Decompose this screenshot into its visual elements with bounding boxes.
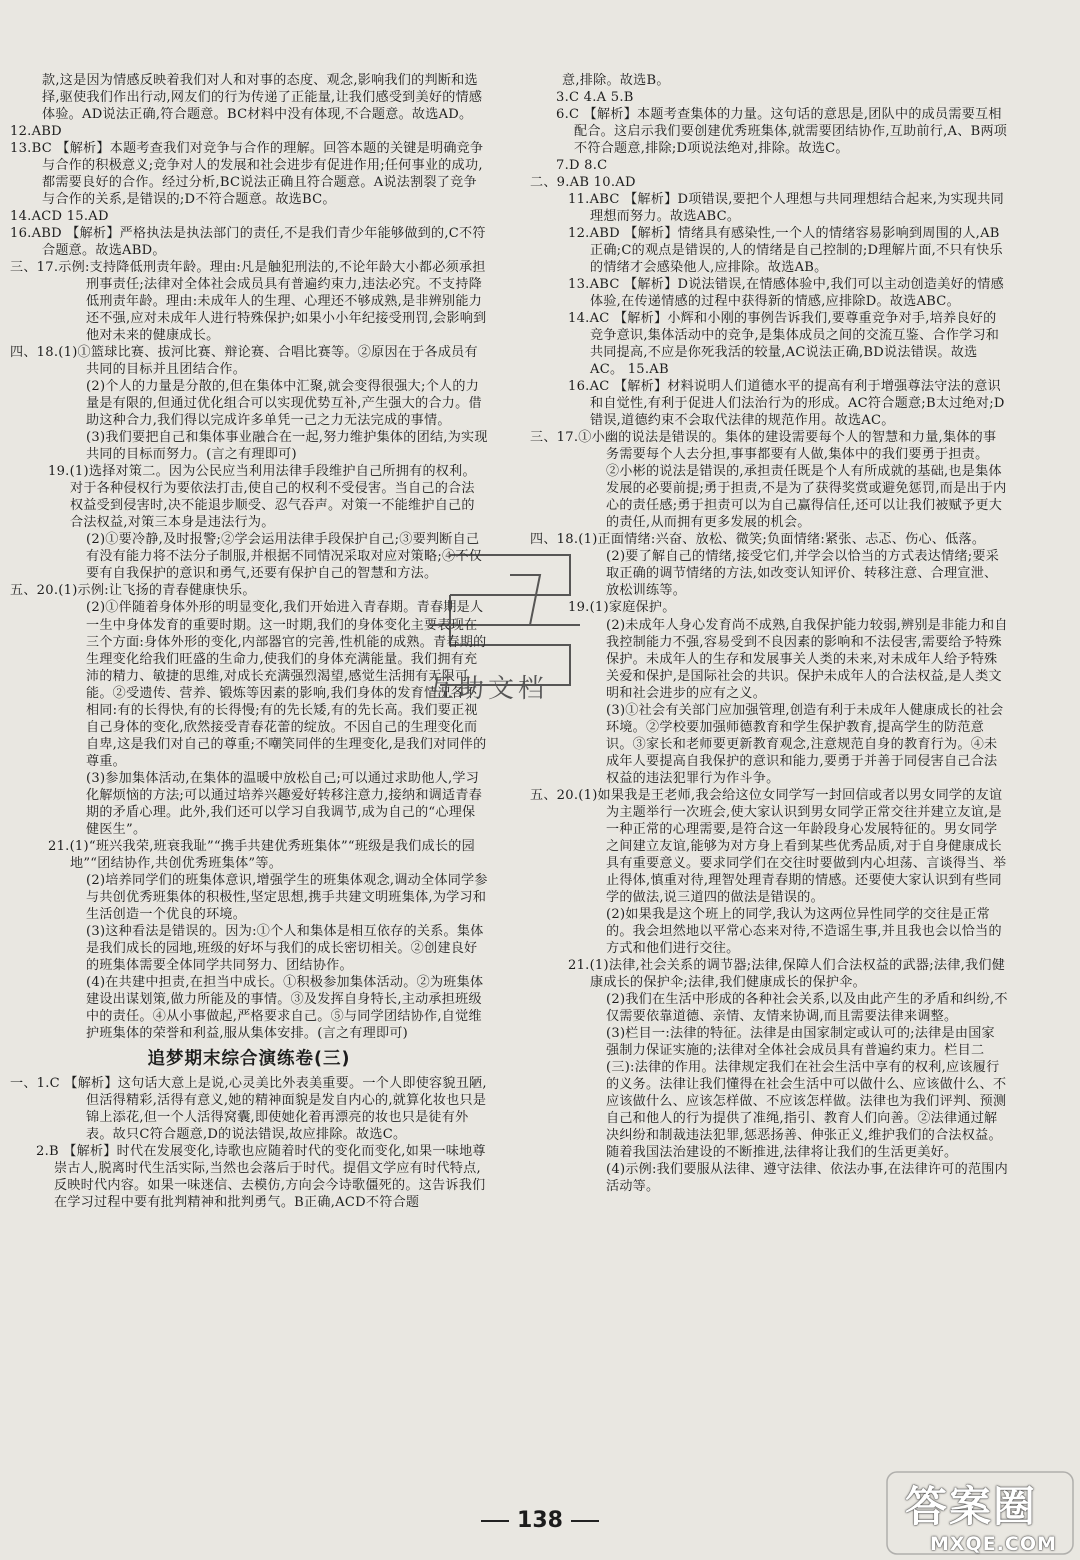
answer-block: 一、1.C 【解析】这句话大意上是说,心灵美比外表美重要。一个人即使容貌丑陋,但活得精彩,活得有意义,她的精神面貌是发自内心的,就算化妆也只是锦上添花,但一个人活得窝囊,即使她化着再漂亮的妆也只是徒有外表。故只C符合题意,D的说法错误,故应排除。故选C。 — [10, 1075, 487, 1142]
answer-block: 16.AC 【解析】材料说明人们道德水平的提高有利于增强尊法守法的意识和自觉性,有利于促进人们法治行为的形成。AC符合题意;B太过绝对;D错误,道德约束不会取代法律的规范作用。故选AC。 — [568, 379, 1005, 429]
answer-block: 12.ABD — [10, 124, 62, 140]
answer-block: 三、17.①小幽的说法是错误的。集体的建设需要每个人的智慧和力量,集体的事务需要每个人去分担,事事都要有人做,集体中的我们要勇于担责。 — [530, 430, 997, 463]
watermark-center-text: 互助文档 — [428, 674, 549, 704]
answer-block: (2)①要冷静,及时报警;②学会运用法律手段保护自己;③要判断自己有没有能力将不法分子制服,并根据不同情况采取对应对策略;④不仅要有自我保护的意识和勇气,还要有保护自己的智慧和方法。 — [86, 532, 483, 582]
answer-block: 21.(1)法律,社会关系的调节器;法律,保障人们合法权益的武器;法律,我们健康成长的保护伞;法律,我们健康成长的保护伞。 — [568, 957, 1006, 990]
answer-block: 五、20.(1)如果我是王老师,我会给这位女同学写一封回信或者以男女同学的友谊为主题举行一次班会,使大家认识到男女同学正常交往并建立友谊,是一种正常的心理需要,是符合这一年龄段身心发展特征的。男女同学之间建立友谊,能够为对方身上看到某些优秀品质,对于自身健康成长具有重要意义。要求同学们在交往时要做到内心坦荡、言谈得当、举止得体,慎重对待,理智处理青春期的情感。还要使大家认识到有些同学的做法,说三道四的做法是错误的。 — [530, 787, 1007, 905]
answer-block: 14.ACD 15.AD — [10, 209, 109, 225]
left-column — [10, 72, 488, 1211]
answer-block: 19.(1)选择对策二。因为公民应当利用法律手段维护自己所拥有的权利。对于各种侵权行为要依法打击,使自己的权利不受侵害。当自己的合法权益受到侵害时,决不能退步顺受、忍气吞声。对策一不能维护自己的合法权益,对策三本身是违法行为。 — [48, 464, 476, 531]
page-number — [0, 1508, 1080, 1533]
left-answer-blocks — [10, 72, 488, 1042]
answer-block: (2)未成年人身心发育尚不成熟,自我保护能力较弱,辨别是非能力和自我控制能力不强,容易受到不良因素的影响和不法侵害,需要给予特殊保护。未成年人的生存和发展事关人类的未来,对未成年人给予特殊关爱和保护,是国际社会的共识。保护未成年人的合法权益,是人类文明和社会进步的应有之义。 — [606, 617, 1008, 701]
answer-block: 2.B 【解析】时代在发展变化,诗歌也应随着时代的变化而变化,如果一味地尊崇古人,脱离时代生活实际,当然也会落后于时代。提倡文学应有时代特点,反映时代内容。如果一味迷信、去模仿,方向会今诗歌僵死的。这告诉我们在学习过程中要有批判精神和批判勇气。B正确,ACD不符合题 — [36, 1143, 486, 1210]
answer-block: (4)在共建中担责,在担当中成长。①积极参加集体活动。②为班集体建设出谋划策,做力所能及的事情。③及发挥自身特长,主动承担班级中的责任。④从小事做起,严格要求自己。⑤与同学团结协作,自觉维护班集体的荣誉和利益,服从集体安排。(言之有理即可) — [86, 974, 484, 1041]
answer-block: 21.(1)“班兴我荣,班衰我耻”“携手共建优秀班集体”“班级是我们成长的园地”“团结协作,共创优秀班集体”等。 — [48, 838, 475, 871]
right-answer-blocks — [530, 72, 1008, 1195]
answer-block: (2)①伴随着身体外形的明显变化,我们开始进入青春期。青春期是人一生中身体发育的重要时期。这一时期,我们的身体变化主要表现在三个方面:身体外形的变化,内部器官的完善,性机能的成熟。青春期的生理变化给我们旺盛的生命力,使我们的身体充满能量。我们拥有充沛的精力、敏捷的思维,对成长充满强烈渴望,感觉生活拥有无限可能。②受遗传、营养、锻炼等因素的影响,我们身体的发育情况各不相同:有的长得快,有的长得慢;有的先长矮,有的先长高。我们要正视自己身体的变化,欣然接受青春花蕾的绽放。不因自己的生理变化而自卑,这是我们对自己的尊重;不嘲笑同伴的生理变化,是我们对同伴的尊重。 — [86, 600, 487, 769]
answer-block: 五、20.(1)示例:让飞扬的青春健康快乐。 — [10, 583, 256, 599]
answer-block: (2)我们在生活中形成的各种社会关系,以及由此产生的矛盾和纠纷,不仅需要依靠道德、亲情、友情来协调,而且需要法律来调整。 — [606, 991, 1008, 1024]
answer-block: (2)培养同学们的班集体意识,增强学生的班集体观念,调动全体同学参与共创优秀班集体的积极性,坚定思想,携手共建文明班集体,为学习和生活创造一个优良的环境。 — [86, 872, 488, 922]
answer-block: ②小彬的说法是错误的,承担责任既是个人有所成就的基础,也是集体发展的必要前提;勇于担责,不是为了获得奖赏或避免惩罚,而是出于内心的责任感;勇于担责可以为自己赢得信任,还可以让我们被赋予更大的责任,从而拥有更多发展的机会。 — [606, 464, 1007, 531]
answer-block: 四、18.(1)①篮球比赛、拔河比赛、辩论赛、合唱比赛等。②原因在于各成员有共同的目标并且团结合作。 — [10, 345, 478, 378]
answer-block: 意,排除。故选B。 — [562, 73, 670, 88]
answer-block: 3.C 4.A 5.B — [556, 90, 634, 106]
answer-block: (3)我们要把自己和集体事业融合在一起,努力维护集体的团结,为实现共同的目标而努力。(言之有理即可) — [86, 430, 488, 463]
answer-block: 二、9.AB 10.AD — [530, 175, 636, 191]
answer-block: 四、18.(1)正面情绪:兴奋、放松、微笑;负面情绪:紧张、忐忑、伤心、低落。 — [530, 532, 986, 548]
right-column — [530, 72, 1008, 1195]
answer-block: 11.ABC 【解析】D项错误,要把个人理想与共同理想结合起来,为实现共同理想而努力。故选ABC。 — [568, 192, 1004, 225]
answer-block: (3)参加集体活动,在集体的温暖中放松自己;可以通过求助他人,学习化解烦恼的方法;可以通过培养兴趣爱好转移注意力,接纳和调适青春期的矛盾心理。此外,我们还可以学习自我调节,成为自己的“心理保健医生”。 — [86, 770, 483, 837]
section-title: 追梦期末综合演练卷(三) — [147, 1048, 351, 1069]
answer-block: (2)个人的力量是分散的,但在集体中汇聚,就会变得很强大;个人的力量是有限的,但通过优化组合可以实现优势互补,产生强大的合力。借助这种合力,我们得以完成许多单凭一己之力无法完成的事情。 — [86, 379, 482, 429]
answer-block: (3)①社会有关部门应加强管理,创造有利于未成年人健康成长的社会环境。②学校要加强师德教育和学生保护教育,提高学生的防范意识。③家长和老师要更新教育观念,注意规范自身的教育行为。④未成年人要提高自我保护的意识和能力,要勇于并善于同侵害自己合法权益的违法犯罪行为作斗争。 — [606, 702, 1004, 786]
answer-block: (3)栏目一:法律的特征。法律是由国家制定或认可的;法律是由国家强制力保证实施的;法律对全体社会成员具有普遍约束力。栏目二(三):法律的作用。法律规定我们在社会生活中享有的权利,应该履行的义务。法律让我们懂得在社会生活中可以做什么、应该做什么、不应该做什么、应该怎样做、不应该怎样做。法律也为我们评判、预测自己和他人的行为提供了准绳,指引、教育人们向善。②法律通过解决纠纷和制裁违法犯罪,惩恶扬善、伸张正义,维护我们的合法权益。随着我国法治建设的不断推进,法律将让我们的生活更美好。 — [606, 1025, 1007, 1160]
answer-block: (2)如果我是这个班上的同学,我认为这两位异性同学的交往是正常的。我会坦然地以平常心态来对待,不造谣生事,并且我也会以恰当的方式和他们进行交往。 — [606, 906, 1002, 956]
watermark-corner-text: 答案圈 — [905, 1482, 1038, 1531]
answer-block: 款,这是因为情感反映着我们对人和对事的态度、观念,影响我们的判断和选择,驱使我们作出行动,网友们的行为传递了正能量,让我们感受到美好的情感体验。AD说法正确,符合题意。BC材料中没有体现,不合题意。故选AD。 — [42, 73, 483, 123]
page-number-dash-left — [481, 1520, 509, 1522]
answer-block: 三、17.示例:支持降低刑责年龄。理由:凡是触犯刑法的,不论年龄大小都必须承担刑事责任;法律对全体社会成员具有普遍约束力,违法必究。不支持降低刑责年龄。理由:未成年人的生理、心理还不够成熟,是非辨别能力还不强,应对未成年人进行特殊保护;如果小小年纪接受刑罚,会影响到他对未来的健康成长。 — [10, 260, 487, 344]
answer-block: 19.(1)家庭保护。 — [568, 600, 676, 616]
answer-block: 6.C 【解析】本题考查集体的力量。这句话的意思是,团队中的成员需要互相配合。这启示我们要创建优秀班集体,就需要团结协作,互助前行,A、B两项不符合题意,排除;D项说法绝对,排除。故选C。 — [556, 107, 1008, 157]
answer-block: (3)这种看法是错误的。因为:①个人和集体是相互依存的关系。集体是我们成长的园地,班级的好坏与我们的成长密切相关。②创建良好的班集体需要全体同学共同努力、团结协作。 — [86, 923, 484, 973]
answer-block: 7.D 8.C — [556, 158, 608, 174]
answer-block: 16.ABD 【解析】严格执法是执法部门的责任,不是我们青少年能够做到的,C不符合题意。故选ABD。 — [10, 226, 486, 259]
left-answer-blocks-2 — [10, 1075, 488, 1211]
answer-block: 13.ABC 【解析】D说法错误,在情感体验中,我们可以主动创造美好的情感体验,在传递情感的过程中获得新的情感,应排除D。故选ABC。 — [568, 277, 1004, 310]
page-number-value: 138 — [517, 1508, 563, 1533]
page-number-dash-right — [571, 1520, 599, 1522]
answer-block: 13.BC 【解析】本题考查我们对竞争与合作的理解。回答本题的关键是明确竞争与合作的积极意义;竞争对人的发展和社会进步有促进作用;任何事业的成功,都需要良好的合作。经过分析,BC说法正确且符合题意。A说法割裂了竞争与合作的关系,是错误的;D不符合题意。故选BC。 — [10, 141, 484, 208]
answer-block: (2)要了解自己的情绪,接受它们,并学会以恰当的方式表达情绪;要采取正确的调节情绪的方法,如改变认知评价、转移注意、合理宣泄、放松训练等。 — [606, 549, 1000, 599]
answer-block: 14.AC 【解析】小辉和小刚的事例告诉我们,要尊重竞争对手,培养良好的竞争意识,集体活动中的竞争,是集体成员之间的交流互鉴、合作学习和共同提高,不应是你死我活的较量,AC说法正确,BD说法错误。故选AC。 15.AB — [568, 311, 1000, 378]
answer-block: 12.ABD 【解析】情绪具有感染性,一个人的情绪容易影响到周围的人,AB正确;C的观点是错误的,人的情绪是自己控制的;D理解片面,不只有快乐的情绪才会感染他人,应排除。故选AB。 — [568, 226, 1003, 276]
answer-block: (4)示例:我们要服从法律、遵守法律、依法办事,在法律许可的范围内活动等。 — [606, 1162, 1008, 1195]
watermark-corner-url: MXQE.COM — [930, 1533, 1057, 1555]
